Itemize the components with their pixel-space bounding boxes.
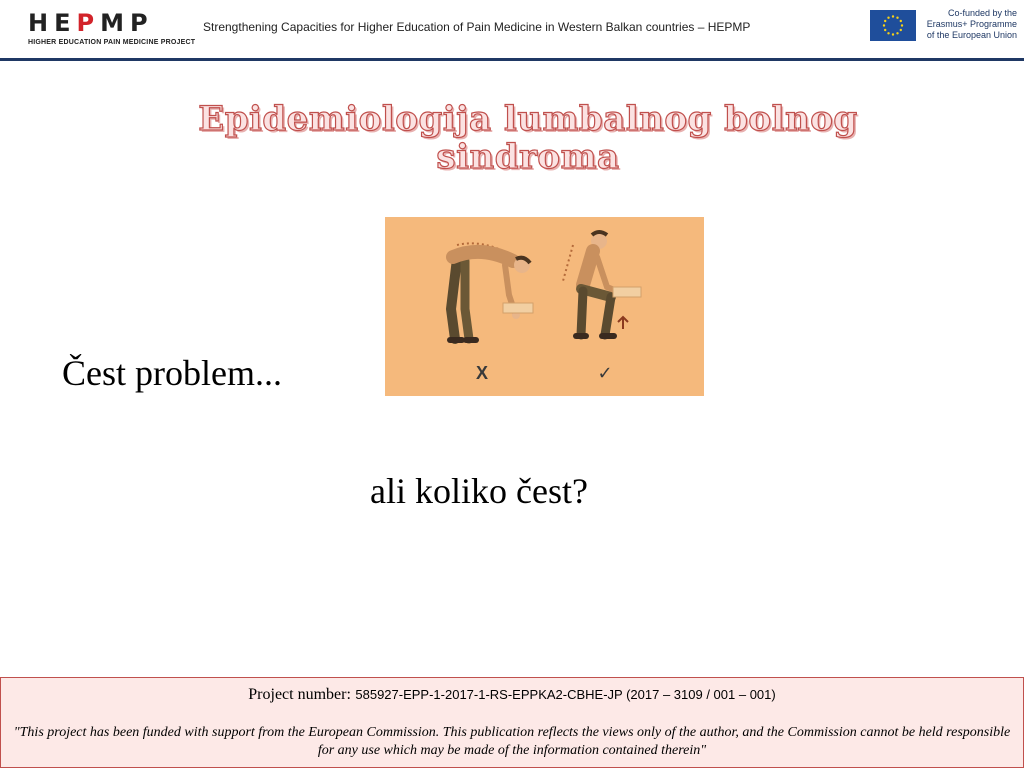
eu-flag-icon: [870, 10, 916, 41]
eu-funding-text: Co-funded by the Erasmus+ Programme of the European Union: [926, 8, 1017, 40]
hepmp-logo-wordmark: HEPMP: [28, 9, 154, 37]
correct-posture-figure: [563, 232, 641, 339]
incorrect-posture-figure: [447, 243, 533, 343]
project-number-value: 585927-EPP-1-2017-1-RS-EPPKA2-CBHE-JP (2017 – 3109 / 001 – 001): [355, 687, 776, 702]
header-tagline: Strengthening Capacities for Higher Education of Pain Medicine in Western Balkan countries – HEPMP: [203, 20, 751, 34]
lifting-posture-image: [385, 217, 704, 396]
header-divider: [0, 58, 1024, 61]
correct-check-icon: ✓: [597, 363, 613, 384]
slide-text-how-common: ali koliko čest?: [370, 471, 588, 511]
incorrect-x-icon: X: [475, 363, 489, 383]
slide-text-common-problem: Čest problem...: [62, 353, 282, 393]
hepmp-logo: [28, 9, 196, 50]
funding-disclaimer: "This project has been funded with support from the European Commission. This publication reflects the views only of the author, and the Commission cannot be held responsible for any use which may be made of the information contained therein": [13, 725, 1011, 758]
slide-title: Epidemiologija lumbalnog bolnog sindroma: [198, 99, 858, 177]
hepmp-logo-subtitle: HIGHER EDUCATION PAIN MEDICINE PROJECT: [28, 39, 196, 46]
project-number-label: Project number:: [248, 686, 351, 703]
project-number-line: [1, 686, 1023, 704]
eu-erasmus-logo: [870, 8, 1020, 46]
posture-illustration: [385, 217, 704, 396]
slide-footer: [0, 677, 1024, 768]
slide-header: [0, 0, 1024, 58]
